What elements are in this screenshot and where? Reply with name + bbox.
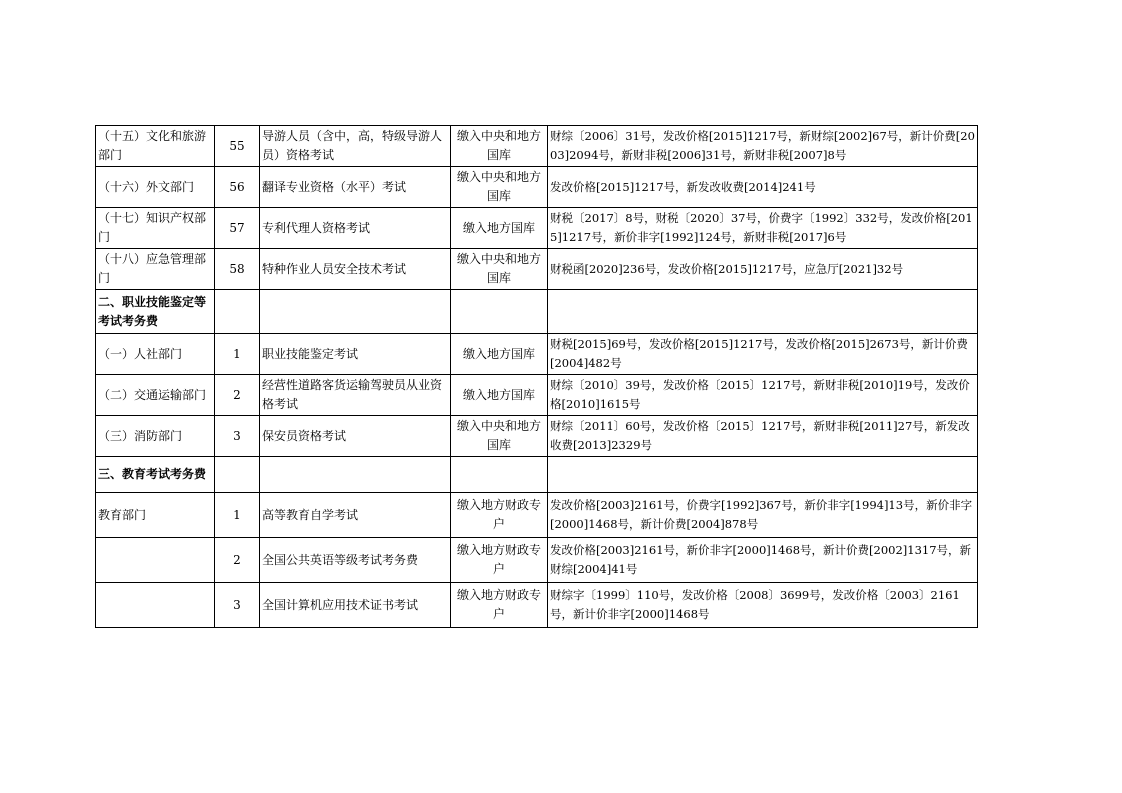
- department-cell: （二）交通运输部门: [96, 375, 215, 416]
- item-number-cell: 2: [215, 375, 260, 416]
- table-row: [96, 416, 978, 457]
- policy-basis-cell: 发改价格[2003]2161号，价费字[1992]367号，新价非字[1994]13号，新价非字[2000]1468号，新计价费[2004]878号: [548, 493, 978, 538]
- exam-item-cell: 全国公共英语等级考试考务费: [260, 538, 451, 583]
- department-cell: （一）人社部门: [96, 334, 215, 375]
- payment-destination-cell: 缴入中央和地方国库: [451, 126, 548, 167]
- payment-destination-cell: 缴入地方国库: [451, 334, 548, 375]
- table-row: [96, 375, 978, 416]
- department-cell: （三）消防部门: [96, 416, 215, 457]
- department-cell: 教育部门: [96, 493, 215, 538]
- policy-basis-cell: 财税〔2017〕8号，财税〔2020〕37号，价费字〔1992〕332号，发改价格[2015]1217号，新价非字[1992]124号，新财非税[2017]6号: [548, 208, 978, 249]
- payment-destination-cell: 缴入中央和地方国库: [451, 416, 548, 457]
- policy-basis-cell: [548, 457, 978, 493]
- section-header-row: [96, 290, 978, 334]
- exam-item-cell: 特种作业人员安全技术考试: [260, 249, 451, 290]
- payment-destination-cell: 缴入地方国库: [451, 208, 548, 249]
- section-title: 二、职业技能鉴定等考试考务费: [96, 290, 215, 334]
- item-number-cell: 3: [215, 416, 260, 457]
- payment-destination-cell: 缴入地方国库: [451, 375, 548, 416]
- policy-basis-cell: 财综〔2006〕31号，发改价格[2015]1217号，新财综[2002]67号，新计价费[2003]2094号，新财非税[2006]31号，新财非税[2007]8号: [548, 126, 978, 167]
- table-row: [96, 493, 978, 538]
- item-number-cell: 58: [215, 249, 260, 290]
- table-row: [96, 126, 978, 167]
- table-row: [96, 249, 978, 290]
- policy-basis-cell: 财税函[2020]236号，发改价格[2015]1217号，应急厅[2021]32号: [548, 249, 978, 290]
- policy-basis-cell: 发改价格[2015]1217号，新发改收费[2014]241号: [548, 167, 978, 208]
- department-cell: [96, 583, 215, 628]
- item-number-cell: 1: [215, 493, 260, 538]
- section-header-row: [96, 457, 978, 493]
- exam-item-cell: 经营性道路客货运输驾驶员从业资格考试: [260, 375, 451, 416]
- exam-item-cell: 专利代理人资格考试: [260, 208, 451, 249]
- item-number-cell: [215, 290, 260, 334]
- policy-basis-cell: 发改价格[2003]2161号，新价非字[2000]1468号，新计价费[2002]1317号，新财综[2004]41号: [548, 538, 978, 583]
- exam-item-cell: 保安员资格考试: [260, 416, 451, 457]
- department-cell: （十五）文化和旅游部门: [96, 126, 215, 167]
- item-number-cell: 1: [215, 334, 260, 375]
- item-number-cell: 56: [215, 167, 260, 208]
- payment-destination-cell: 缴入中央和地方国库: [451, 249, 548, 290]
- department-cell: （十八）应急管理部门: [96, 249, 215, 290]
- policy-basis-cell: 财税[2015]69号，发改价格[2015]1217号，发改价格[2015]2673号，新计价费[2004]482号: [548, 334, 978, 375]
- policy-basis-cell: [548, 290, 978, 334]
- department-cell: [96, 538, 215, 583]
- payment-destination-cell: [451, 457, 548, 493]
- payment-destination-cell: 缴入中央和地方国库: [451, 167, 548, 208]
- item-number-cell: [215, 457, 260, 493]
- exam-item-cell: [260, 457, 451, 493]
- table-row: [96, 334, 978, 375]
- exam-item-cell: 职业技能鉴定考试: [260, 334, 451, 375]
- table-row: [96, 167, 978, 208]
- department-cell: （十六）外文部门: [96, 167, 215, 208]
- item-number-cell: 57: [215, 208, 260, 249]
- policy-basis-cell: 财综〔2010〕39号，发改价格〔2015〕1217号，新财非税[2010]19号，发改价格[2010]1615号: [548, 375, 978, 416]
- exam-item-cell: 全国计算机应用技术证书考试: [260, 583, 451, 628]
- policy-basis-cell: 财综〔2011〕60号，发改价格〔2015〕1217号，新财非税[2011]27号，新发改收费[2013]2329号: [548, 416, 978, 457]
- exam-item-cell: 高等教育自学考试: [260, 493, 451, 538]
- exam-item-cell: [260, 290, 451, 334]
- payment-destination-cell: 缴入地方财政专户: [451, 538, 548, 583]
- department-cell: （十七）知识产权部门: [96, 208, 215, 249]
- exam-item-cell: 导游人员（含中，高，特级导游人员）资格考试: [260, 126, 451, 167]
- table-row: [96, 538, 978, 583]
- exam-item-cell: 翻译专业资格（水平）考试: [260, 167, 451, 208]
- payment-destination-cell: [451, 290, 548, 334]
- table-row: [96, 208, 978, 249]
- payment-destination-cell: 缴入地方财政专户: [451, 493, 548, 538]
- fee-table: [95, 125, 978, 628]
- payment-destination-cell: 缴入地方财政专户: [451, 583, 548, 628]
- policy-basis-cell: 财综字〔1999〕110号，发改价格〔2008〕3699号，发改价格〔2003〕2161号，新计价非字[2000]1468号: [548, 583, 978, 628]
- table-row: [96, 583, 978, 628]
- item-number-cell: 2: [215, 538, 260, 583]
- section-title: 三、教育考试考务费: [96, 457, 215, 493]
- item-number-cell: 55: [215, 126, 260, 167]
- item-number-cell: 3: [215, 583, 260, 628]
